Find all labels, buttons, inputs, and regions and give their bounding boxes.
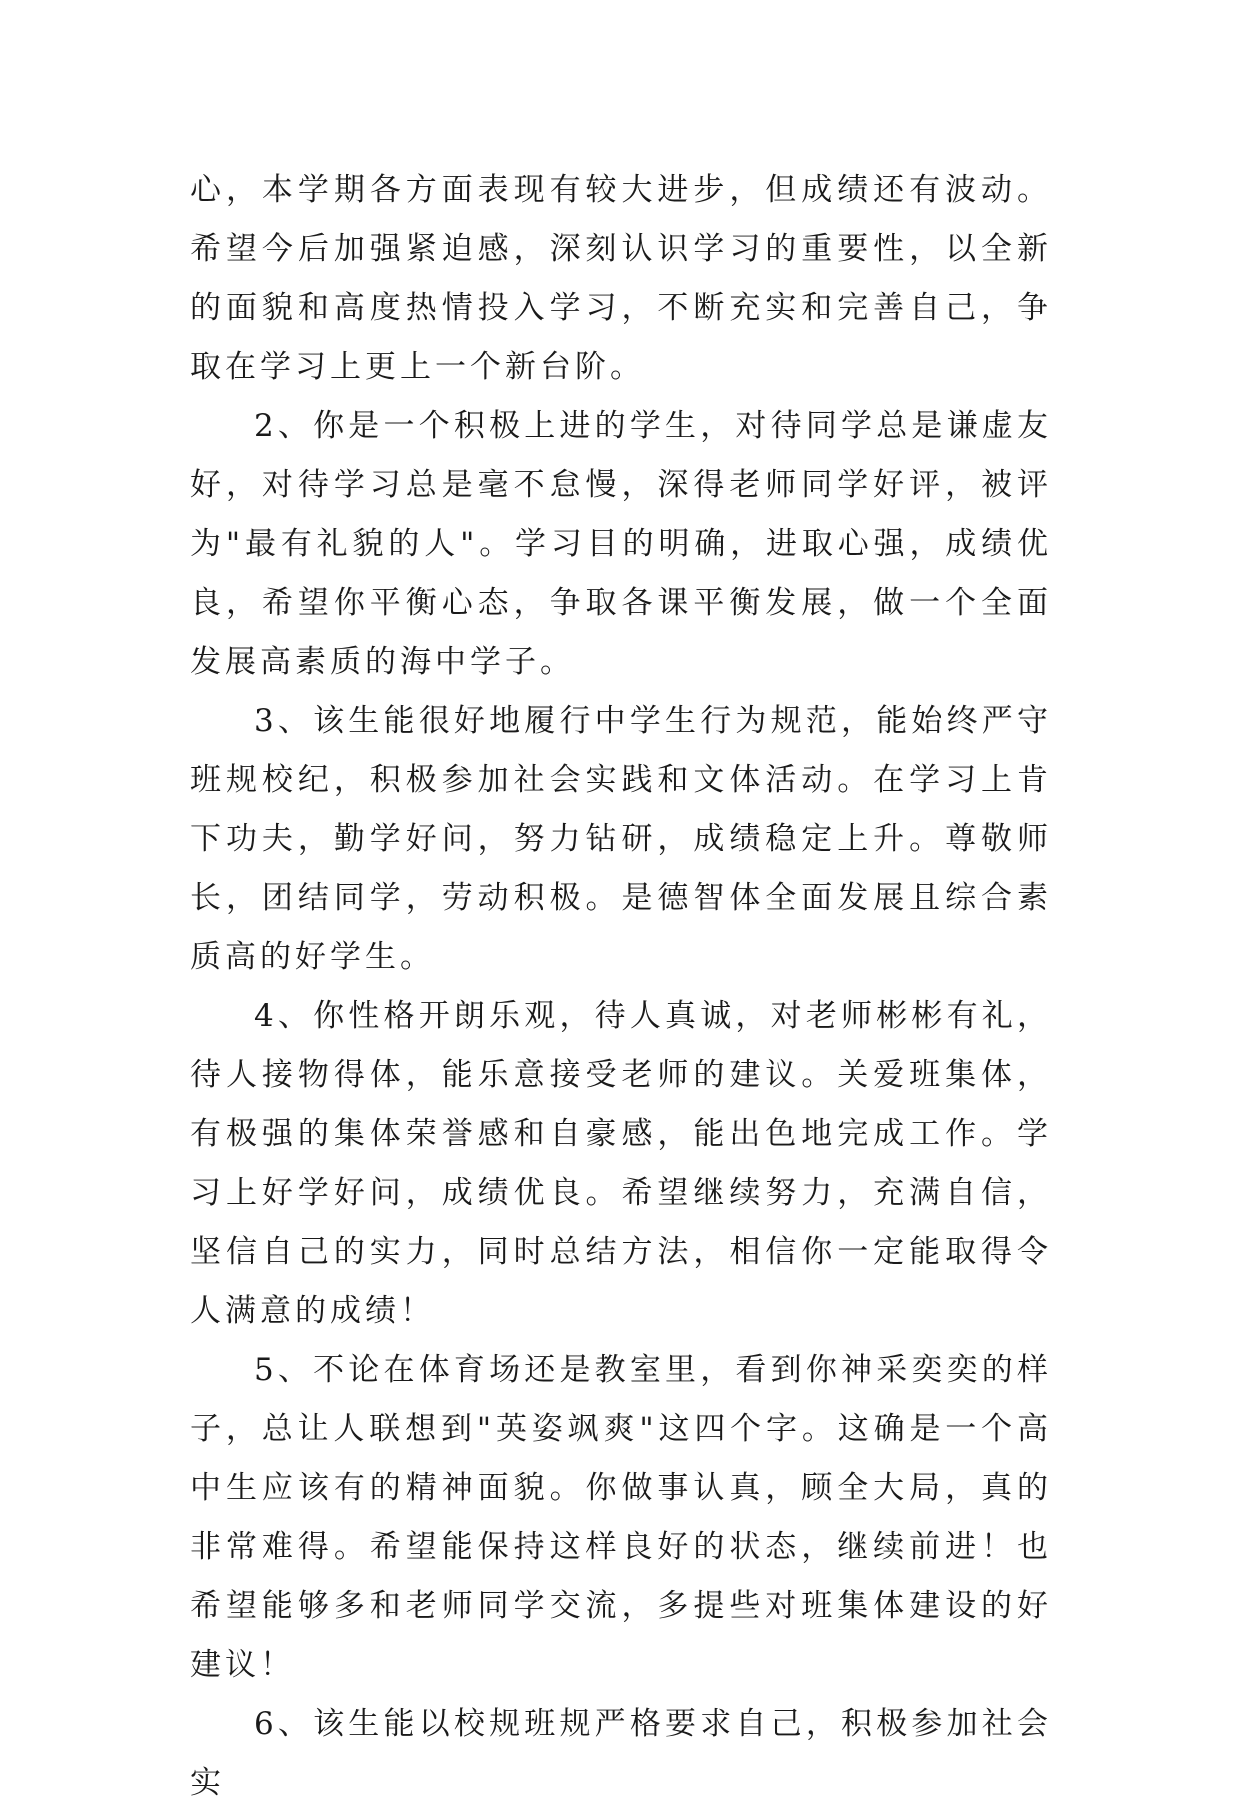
paragraph-comment-2: 2、你是一个积极上进的学生，对待同学总是谦虚友好，对待学习总是毫不怠慢，深得老师同学好评，被评为"最有礼貌的人"。学习目的明确，进取心强，成绩优良，希望你平衡心态，争取各课平衡发展，做一个全面发展高素质的海中学子。 (190, 408, 1052, 680)
paragraph-comment-3: 3、该生能很好地履行中学生行为规范，能始终严守班规校纪，积极参加社会实践和文体活动。在学习上肯下功夫，勤学好问，努力钻研，成绩稳定上升。尊敬师长，团结同学，劳动积极。是德智体全面发展且综合素质高的好学生。 (190, 703, 1052, 975)
document-body (190, 161, 1052, 1813)
paragraph-comment-5: 5、不论在体育场还是教室里，看到你神采奕奕的样子，总让人联想到"英姿飒爽"这四个字。这确是一个高中生应该有的精神面貌。你做事认真，顾全大局，真的非常难得。希望能保持这样良好的状态，继续前进！也希望能够多和老师同学交流，多提些对班集体建设的好建议！ (190, 1352, 1052, 1683)
paragraph-continuation: 心，本学期各方面表现有较大进步，但成绩还有波动。希望今后加强紧迫感，深刻认识学习的重要性，以全新的面貌和高度热情投入学习，不断充实和完善自己，争取在学习上更上一个新台阶。 (190, 172, 1052, 385)
paragraph-comment-4: 4、你性格开朗乐观，待人真诚，对老师彬彬有礼，待人接物得体，能乐意接受老师的建议。关爱班集体，有极强的集体荣誉感和自豪感，能出色地完成工作。学习上好学好问，成绩优良。希望继续努力，充满自信，坚信自己的实力，同时总结方法，相信你一定能取得令人满意的成绩！ (190, 998, 1052, 1329)
paragraph-comment-6: 6、该生能以校规班规严格要求自己，积极参加社会实 (190, 1706, 1052, 1801)
